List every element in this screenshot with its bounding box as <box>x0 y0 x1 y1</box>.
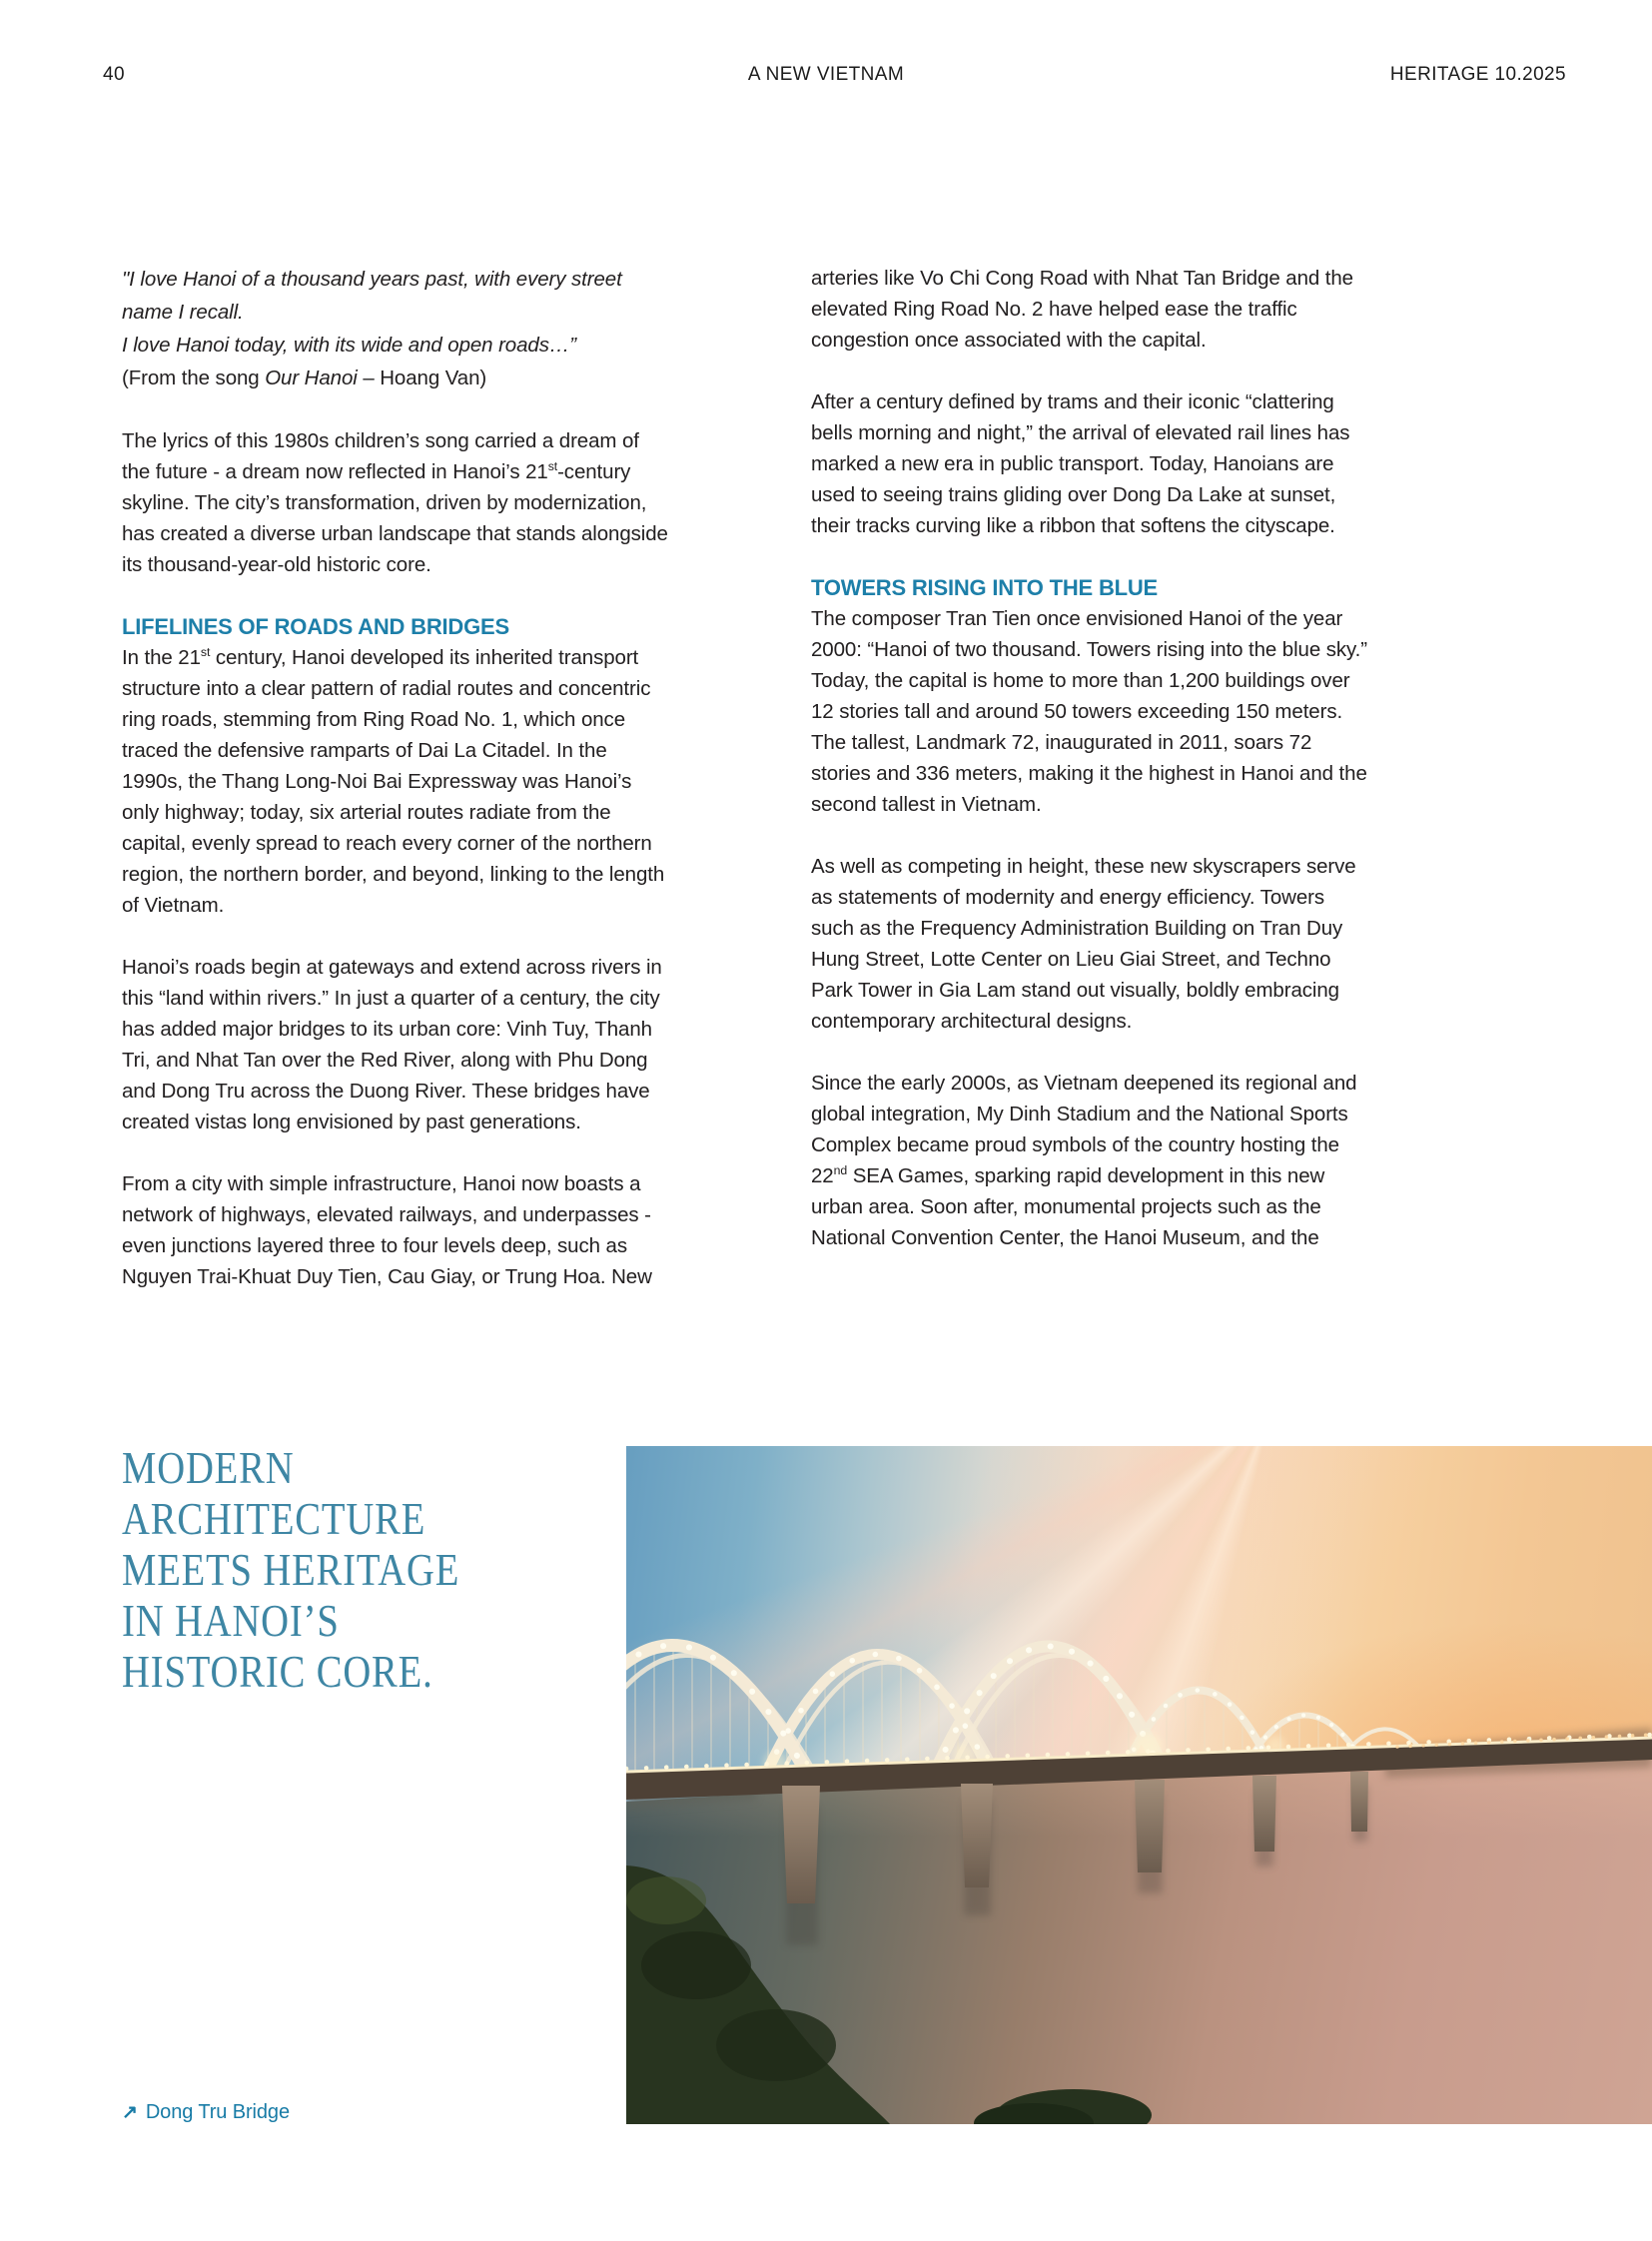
page-number: 40 <box>103 64 125 85</box>
photo-pier-reflections <box>786 1786 1367 1945</box>
pull-quote-line: ARCHITECTURE <box>122 1493 426 1544</box>
paragraph: Since the early 2000s, as Vietnam deepened its regional and global integration, My Dinh Stadium and the National Sports Complex became proud symbols of the country hosting the 22nd SEA Games, sparking rapid development in this new urban area. Soon after, monumental projects such as the National Convention Center, the Hanoi Museum, and the <box>811 1072 1357 1249</box>
paragraph: arteries like Vo Chi Cong Road with Nhat Tan Bridge and the elevated Ring Road No. 2 have helped ease the traffic congestion once associated with the capital. <box>811 267 1353 352</box>
photo-caption-text: Dong Tru Bridge <box>145 2101 290 2123</box>
paragraph: The lyrics of this 1980s children’s song carried a dream of the future - a dream now reflected in Hanoi’s 21st-century skyline. The city’s transformation, driven by modernization, has created a diverse urban landscape that stands alongside its thousand-year-old historic core. <box>122 429 668 576</box>
pull-quote-line: MEETS HERITAGE <box>122 1544 460 1595</box>
paragraph: From a city with simple infrastructure, Hanoi now boasts a network of highways, elevated railways, and underpasses - even junctions layered three to four levels deep, such as Nguyen Trai-Khuat Duy Tien, Cau Giay, or Trung Hoa. New <box>122 1172 652 1288</box>
paragraph: The composer Tran Tien once envisioned Hanoi of the year 2000: “Hanoi of two thousand. Towers rising into the blue sky.” Today, the capital is home to more than 1,200 buildings over 12 stories tall and around 50 towers exceeding 150 meters. The tallest, Landmark 72, inaugurated in 2011, soars 72 stories and 336 meters, making it the highest in Hanoi and the second tallest in Vietnam. <box>811 607 1368 816</box>
quote-line: name I recall. <box>122 301 244 324</box>
bridge-illustration <box>626 1446 1652 2124</box>
section-heading-roads: LIFELINES OF ROADS AND BRIDGES <box>122 614 509 639</box>
quote-line: I love Hanoi today, with its wide and open roads…” <box>122 334 576 357</box>
poem-quote <box>122 263 669 394</box>
section-heading-towers: TOWERS RISING INTO THE BLUE <box>811 575 1159 600</box>
article-right-column <box>811 263 1370 1253</box>
photo-caption <box>122 2101 290 2124</box>
pull-quote-line: MODERN <box>122 1442 295 1493</box>
arrow-up-right-icon: ↗ <box>122 2102 138 2123</box>
section-title: A NEW VIETNAM <box>747 64 905 85</box>
bridge-piers <box>782 1772 1368 1903</box>
paragraph: In the 21st century, Hanoi developed its inherited transport structure into a clear pattern of radial routes and concentric ring roads, stemming from Ring Road No. 1, which once traced the defensive ramparts of Dai La Citadel. In the 1990s, the Thang Long-Noi Bai Expressway was Hanoi’s only highway; today, six arterial routes radiate from the capital, evenly spread to reach every corner of the northern region, the northern border, and beyond, linking to the length of Vietnam. <box>122 645 665 917</box>
article-left-column <box>122 263 669 1292</box>
running-header <box>0 64 1652 90</box>
pull-quote <box>122 1442 625 1697</box>
quote-attribution: (From the song Our Hanoi – Hoang Van) <box>122 367 487 389</box>
bridge-photo <box>626 1446 1652 2124</box>
paragraph: After a century defined by trams and their iconic “clattering bells morning and night,” the arrival of elevated rail lines has marked a new era in public transport. Today, Hanoians are used to seeing trains gliding over Dong Da Lake at sunset, their tracks curving like a ribbon that softens the cityscape. <box>811 390 1350 537</box>
issue-label: HERITAGE 10.2025 <box>1389 64 1566 85</box>
photo-vegetation <box>626 1866 1152 2124</box>
quote-line: "I love Hanoi of a thousand years past, with every street <box>122 268 622 291</box>
paragraph: Hanoi’s roads begin at gateways and extend across rivers in this “land within rivers.” In just a quarter of a century, the city has added major bridges to its urban core: Vinh Tuy, Thanh Tri, and Nhat Tan over the Red River, along with Phu Dong and Dong Tru across the Duong River. These bridges have created vistas long envisioned by past generations. <box>122 956 662 1133</box>
paragraph: As well as competing in height, these new skyscrapers serve as statements of modernity and energy efficiency. Towers such as the Frequency Administration Building on Tran Duy Hung Street, Lotte Center on Lieu Giai Street, and Techno Park Tower in Gia Lam stand out visually, boldly embracing contemporary architectural designs. <box>811 855 1356 1033</box>
pull-quote-line: HISTORIC CORE. <box>122 1646 433 1697</box>
pull-quote-line: IN HANOI’S <box>122 1595 340 1646</box>
